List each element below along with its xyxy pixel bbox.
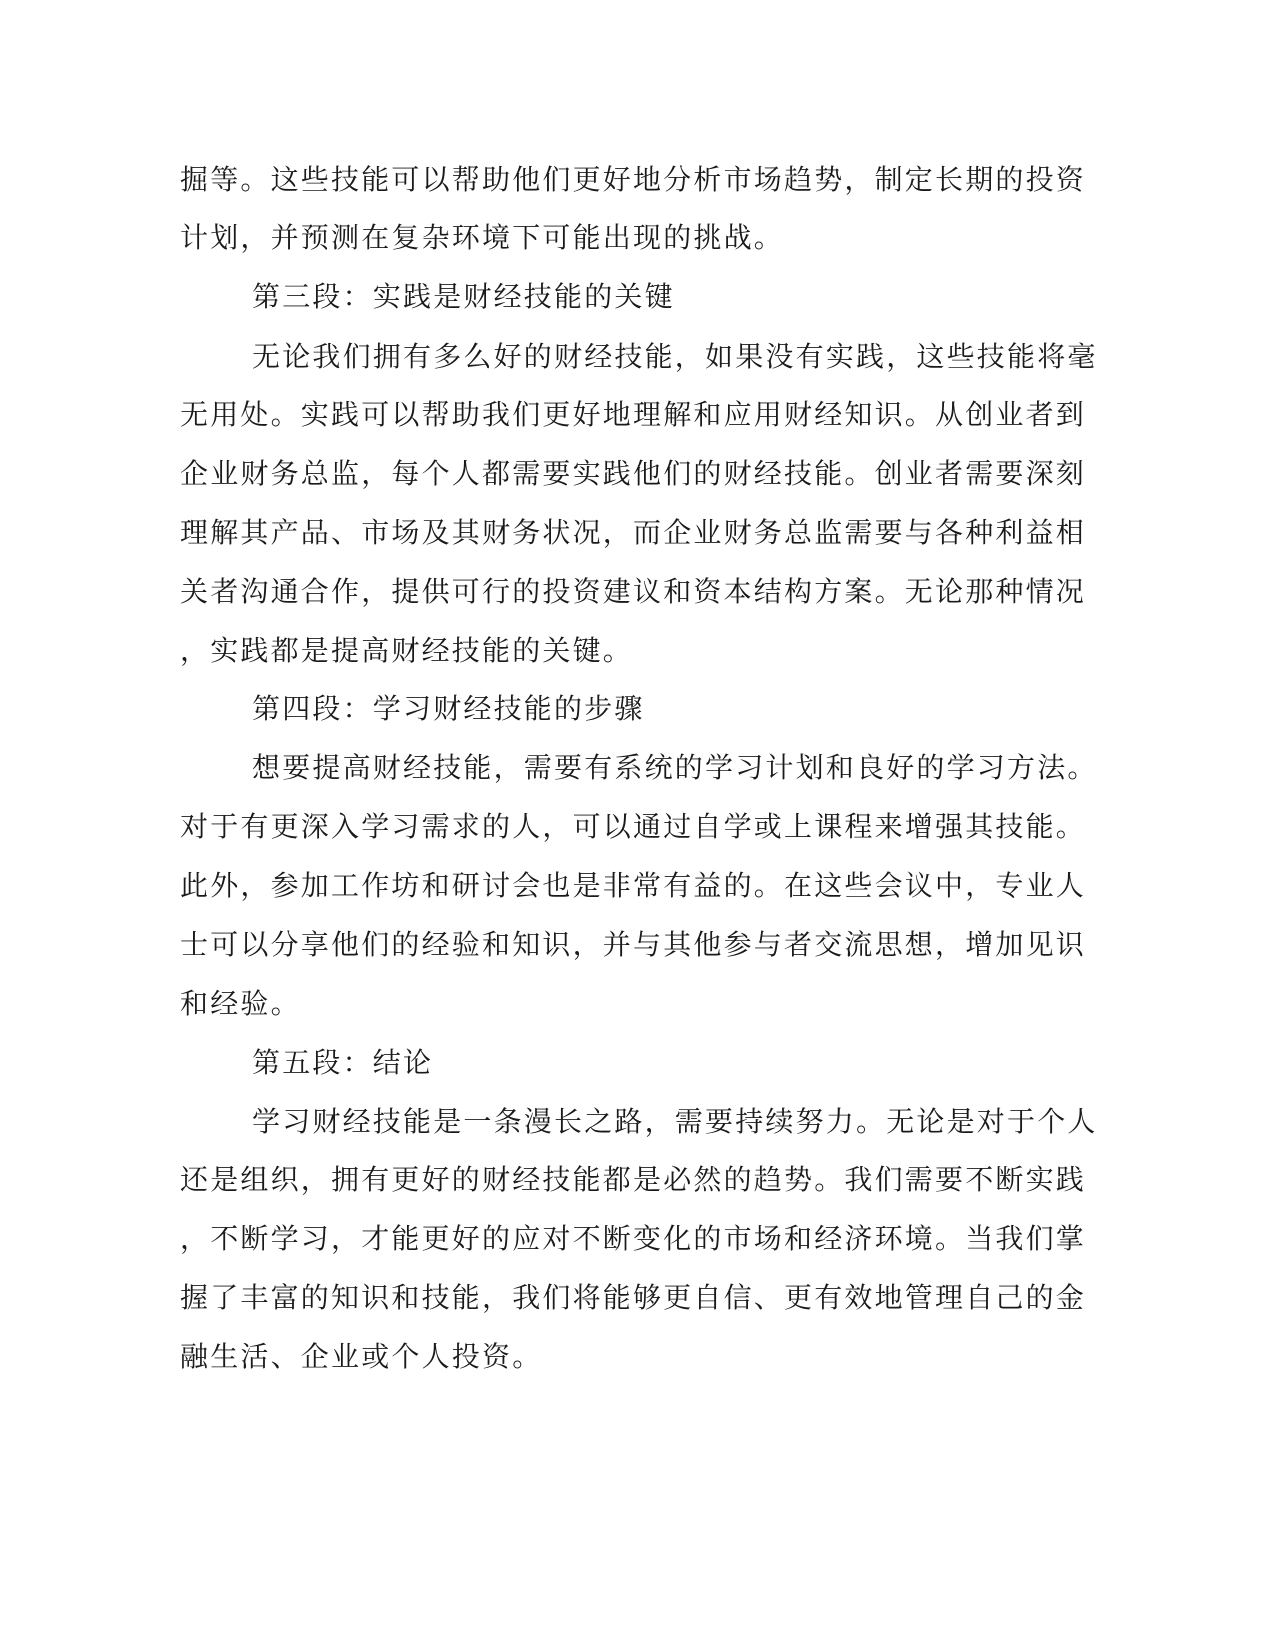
section-heading: 第四段：学习财经技能的步骤 <box>252 692 645 725</box>
paragraph-line: 和经验。 <box>180 987 301 1020</box>
paragraph-line: 还是组织，拥有更好的财经技能都是必然的趋势。我们需要不断实践 <box>180 1163 1087 1196</box>
paragraph-line: 无用处。实践可以帮助我们更好地理解和应用财经知识。从创业者到 <box>180 398 1087 431</box>
paragraph-line: 此外，参加工作坊和研讨会也是非常有益的。在这些会议中，专业人 <box>180 869 1087 902</box>
paragraph-line: 理解其产品、市场及其财务状况，而企业财务总监需要与各种利益相 <box>180 516 1087 549</box>
paragraph-line: 握了丰富的知识和技能，我们将能够更自信、更有效地管理自己的金 <box>180 1281 1087 1314</box>
paragraph-line: 掘等。这些技能可以帮助他们更好地分析市场趋势，制定长期的投资 <box>180 163 1087 196</box>
paragraph-line: 对于有更深入学习需求的人，可以通过自学或上课程来增强其技能。 <box>180 810 1087 843</box>
paragraph-line: 融生活、企业或个人投资。 <box>180 1340 543 1373</box>
paragraph-line: 无论我们拥有多么好的财经技能，如果没有实践，这些技能将毫 <box>252 340 1098 373</box>
paragraph-line: 计划，并预测在复杂环境下可能出现的挑战。 <box>180 221 785 254</box>
paragraph-line: 关者沟通合作，提供可行的投资建议和资本结构方案。无论那种情况 <box>180 575 1087 608</box>
paragraph-line: 士可以分享他们的经验和知识，并与其他参与者交流思想，增加见识 <box>180 928 1087 961</box>
paragraph-line: 想要提高财经技能，需要有系统的学习计划和良好的学习方法。 <box>252 751 1098 784</box>
section-heading: 第三段：实践是财经技能的关键 <box>252 280 675 313</box>
paragraph-line: 学习财经技能是一条漫长之路，需要持续努力。无论是对于个人 <box>252 1105 1098 1138</box>
paragraph-line: ，实践都是提高财经技能的关键。 <box>180 634 634 667</box>
paragraph-line: 企业财务总监，每个人都需要实践他们的财经技能。创业者需要深刻 <box>180 457 1087 490</box>
section-heading: 第五段：结论 <box>252 1046 434 1079</box>
paragraph-line: ，不断学习，才能更好的应对不断变化的市场和经济环境。当我们掌 <box>180 1222 1087 1255</box>
